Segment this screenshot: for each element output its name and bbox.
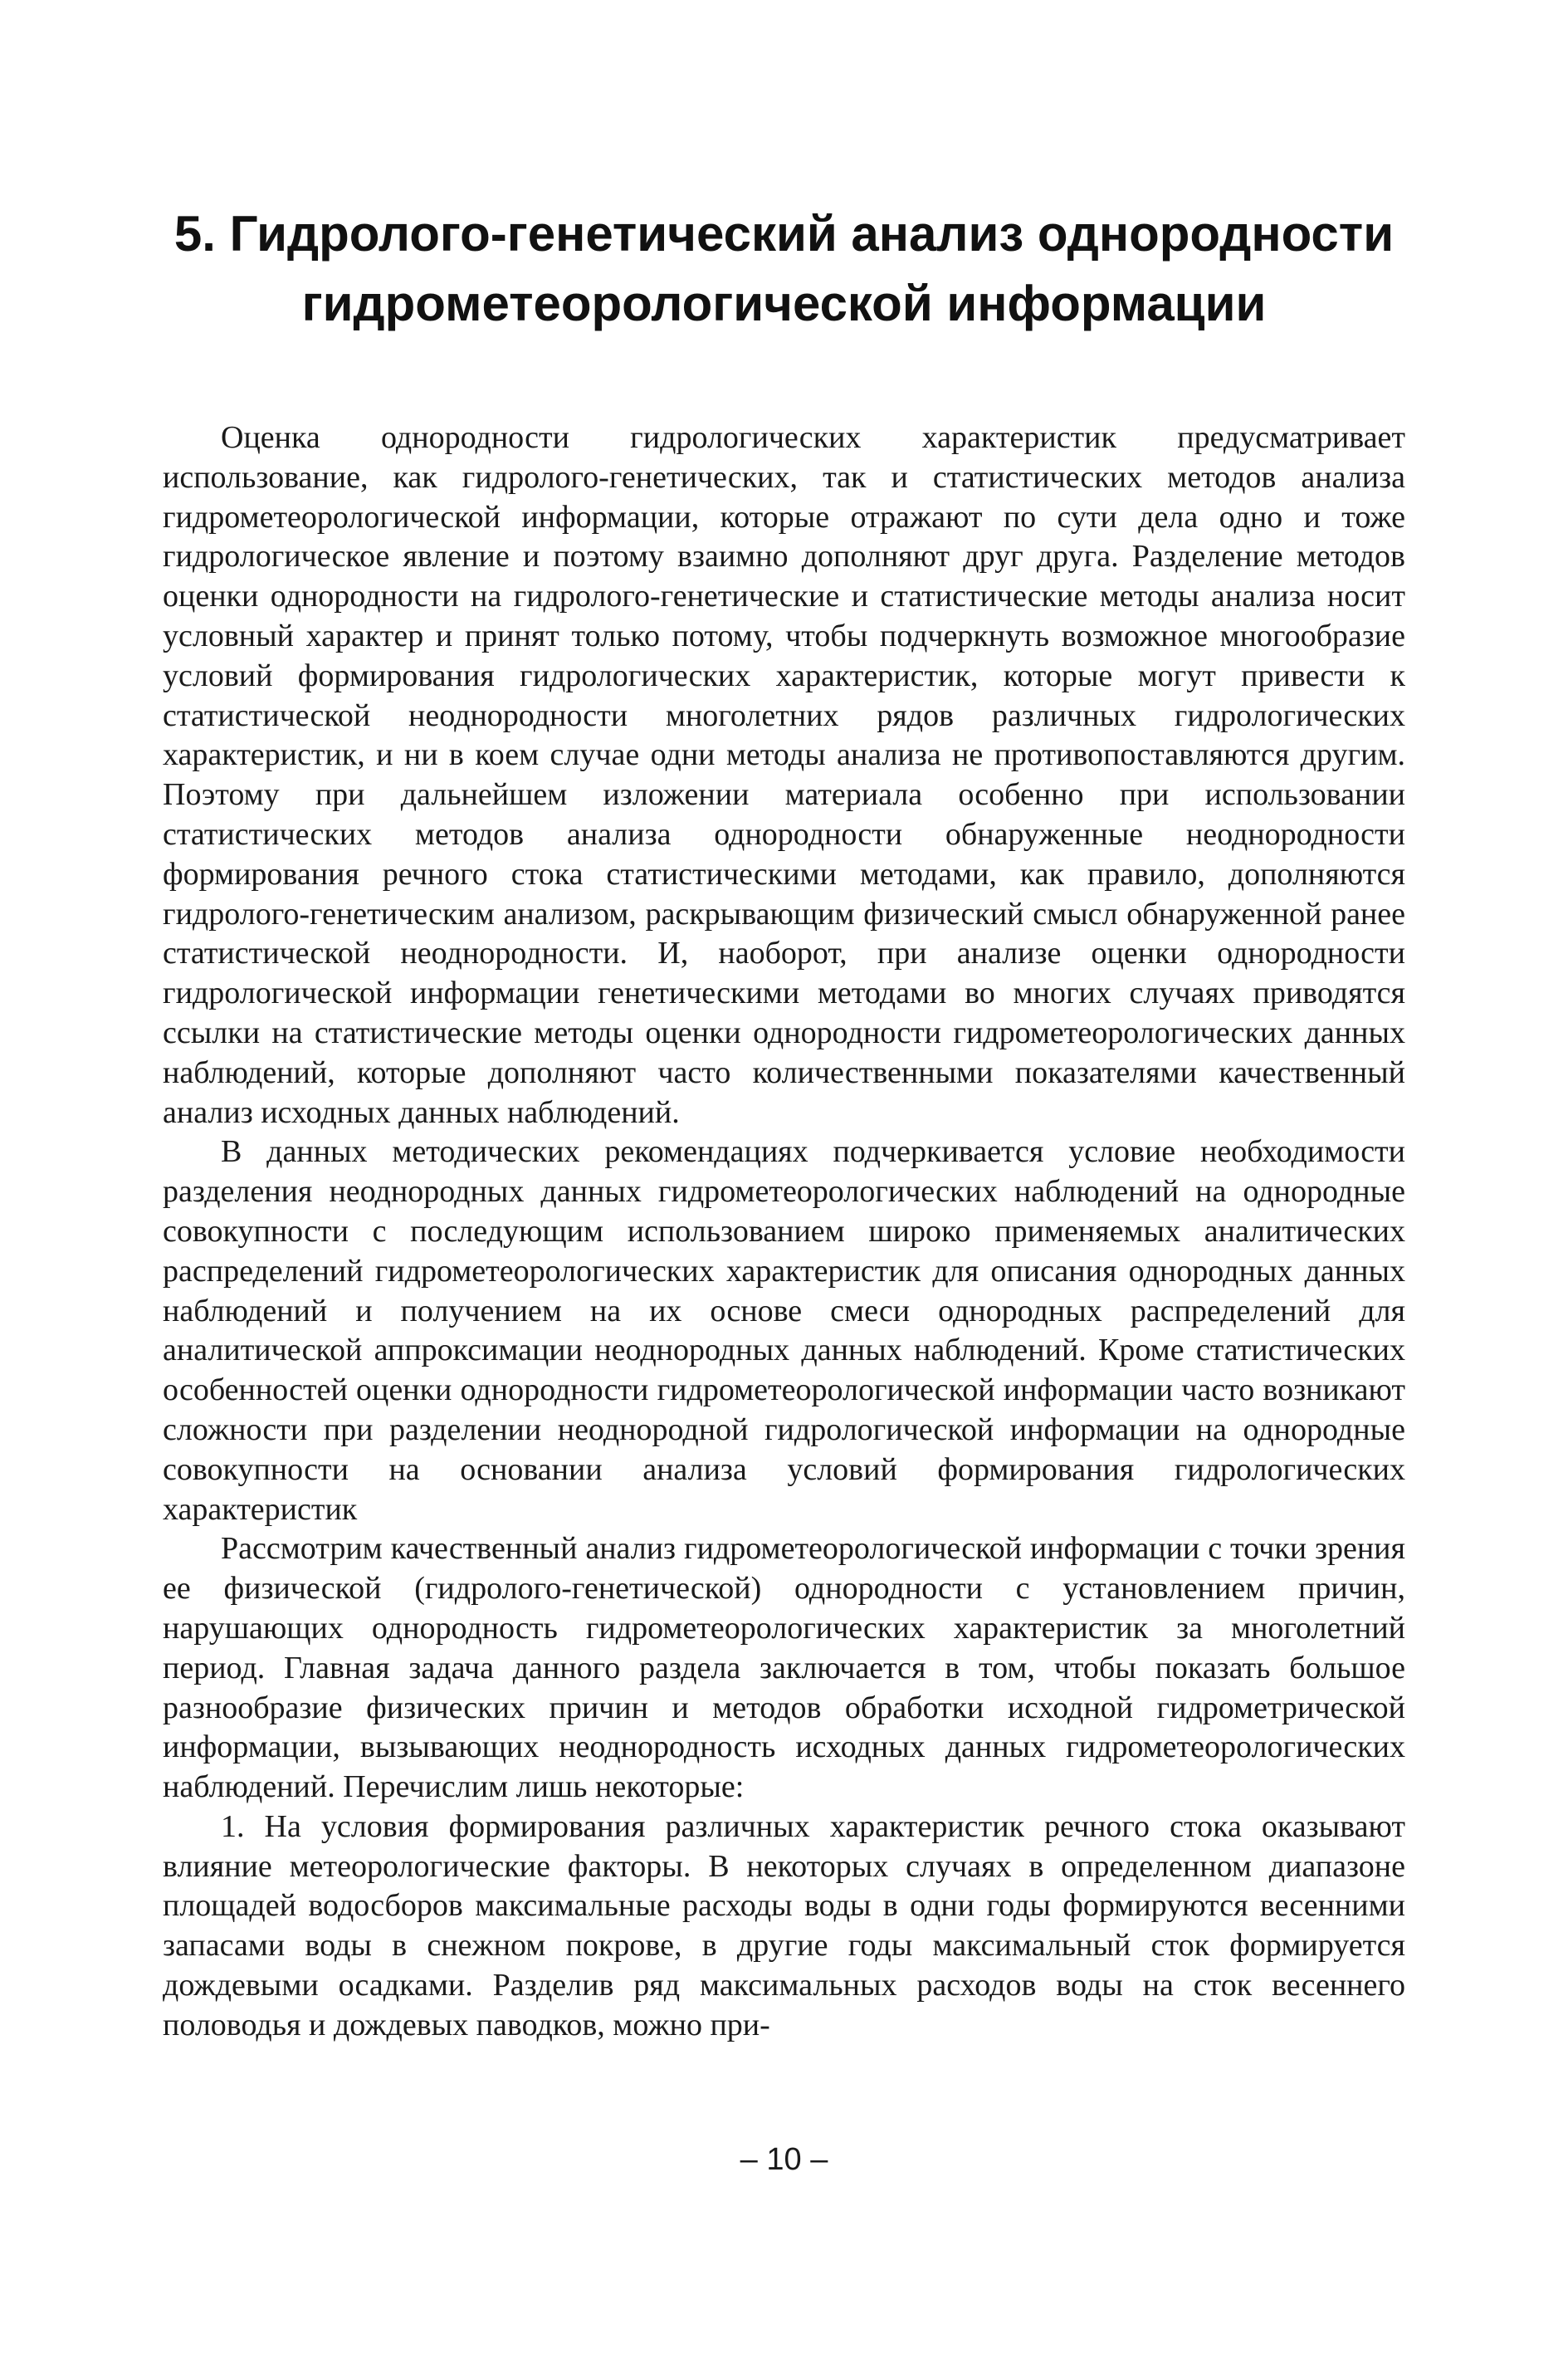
body-text <box>163 418 1405 2046</box>
chapter-title-line-1: 5. Гидролого-генетический анализ однородности <box>173 206 1395 262</box>
paragraph-3: Рассмотрим качественный анализ гидрометеорологической информации с точки зрения ее физической (гидролого-генетической) однородности с установлением причин, нарушающих однородность гидрометеорологических характеристик за многолетний период. Главная задача данного раздела заключается в том, чтобы показать большое разнообразие физических причин и методов обработки исходной гидрометрической информации, вызывающих неоднородность исходных данных гидрометеорологических наблюдений. Перечислим лишь некоторые: <box>163 1531 1405 1805</box>
paragraph-2: В данных методических рекомендациях подчеркивается условие необходимости разделения неоднородных данных гидрометеорологических наблюдений на однородные совокупности с последующим использованием широко применяемых аналитических распределений гидрометеорологических характеристик для описания однородных данных наблюдений и получением на их основе смеси однородных распределений для аналитической аппроксимации неоднородных данных наблюдений. Кроме статистических особенностей оценки однородности гидрометеорологической информации часто возникают сложности при разделении неоднородной гидрологической информации на однородные совокупности на основании анализа условий формирования гидрологических характеристик <box>163 1134 1405 1527</box>
chapter-title-line-2: гидрометеорологической информации <box>301 276 1267 331</box>
paragraph-4: 1. На условия формирования различных характеристик речного стока оказывают влияние метеорологические факторы. В некоторых случаях в определенном диапазоне площадей водосборов максимальные расходы воды в одни годы формируются весенними запасами воды в снежном покрове, в другие годы максимальный сток формируется дождевыми осадками. Разделив ряд максимальных расходов воды на сток весеннего половодья и дождевых паводков, можно при- <box>163 1808 1405 2042</box>
chapter-title <box>125 199 1443 339</box>
page-number: – 10 – <box>740 2142 828 2177</box>
paragraph-1: Оценка однородности гидрологических характеристик предусматривает использование, как гидролого-генетических, так и статистических методов анализа гидрометеорологической информации, которые отражают по сути дела одно и тоже гидрологическое явление и поэтому взаимно дополняют друг друга. Разделение методов оценки однородности на гидролого-генетические и статистические методы анализа носит условный характер и принят только потому, чтобы подчеркнуть возможное многообразие условий формирования гидрологических характеристик, которые могут привести к статистической неоднородности многолетних рядов различных гидрологических характеристик, и ни в коем случае одни методы анализа не противопоставляются другим. Поэтому при дальнейшем изложении материала особенно при использовании статистических методов анализа однородности обнаруженные неоднородности формирования речного стока статистическими методами, как правило, дополняются гидролого-генетическим анализом, раскрывающим физический смысл обнаруженной ранее статистической неоднородности. И, наоборот, при анализе оценки однородности гидрологической информации генетическими методами во многих случаях приводятся ссылки на статистические методы оценки однородности гидрометеорологических данных наблюдений, которые дополняют часто количественными показателями качественный анализ исходных данных наблюдений. <box>163 420 1405 1130</box>
